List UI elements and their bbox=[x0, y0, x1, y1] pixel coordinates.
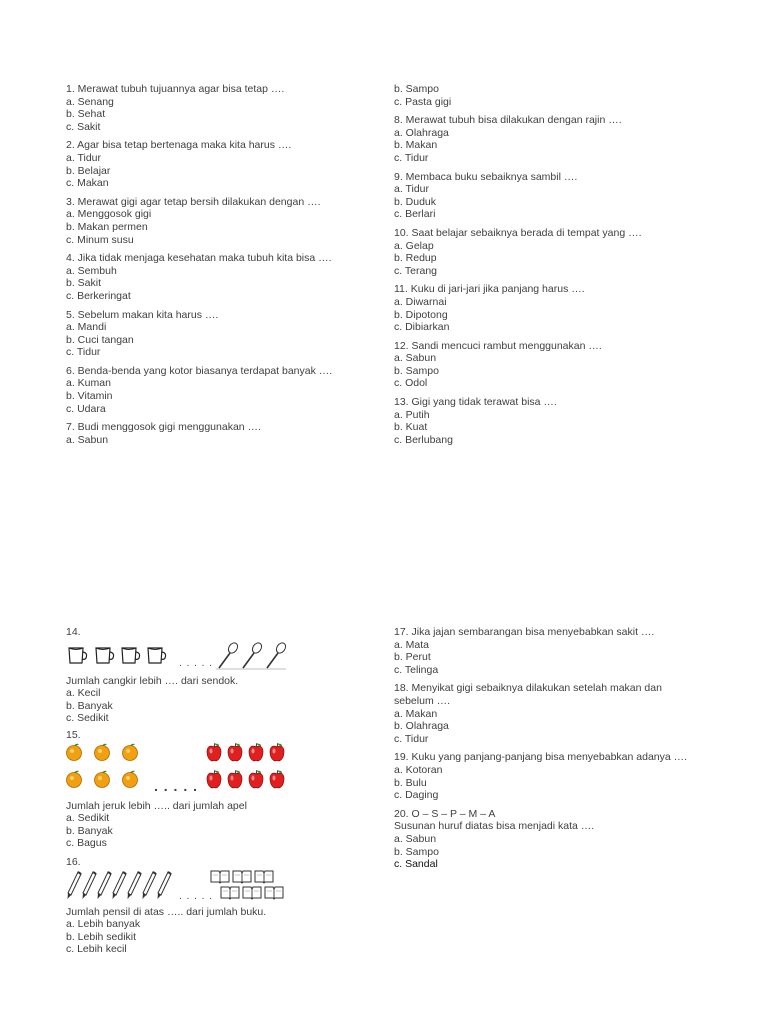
option-a: a. Olahraga bbox=[394, 126, 449, 139]
option-c: c. Telinga bbox=[394, 663, 439, 676]
option-a: a. Kotoran bbox=[394, 763, 443, 776]
option-b: b. Makan permen bbox=[66, 220, 148, 233]
cup-spoon-figure bbox=[66, 641, 386, 671]
option-a: a. Diwarnai bbox=[394, 295, 447, 308]
option-b: b. Banyak bbox=[66, 699, 113, 712]
option-a: a. Sabun bbox=[66, 433, 109, 446]
question-7 bbox=[66, 421, 376, 446]
option-a: a. Gelap bbox=[394, 239, 434, 252]
question-stem: 4. Jika tidak menjaga kesehatan maka tubuh kita bisa …. bbox=[66, 252, 332, 265]
apple-icon bbox=[249, 770, 263, 788]
question-number: 15. bbox=[66, 728, 81, 741]
orange-icon bbox=[67, 743, 82, 760]
option-a: a. Kuman bbox=[66, 377, 111, 390]
question-4 bbox=[66, 252, 376, 302]
book-icon bbox=[211, 871, 229, 883]
option-b: b. Makan bbox=[394, 139, 438, 152]
option-a: a. Putih bbox=[394, 408, 430, 421]
question-stem: 5. Sebelum makan kita harus …. bbox=[66, 308, 219, 321]
question-15-body bbox=[66, 800, 386, 850]
question-stem: 10. Saat belajar sebaiknya berada di tempat yang …. bbox=[394, 226, 642, 239]
option-c: c. Udara bbox=[66, 402, 106, 415]
section1-right-column bbox=[394, 83, 724, 452]
spoon-icon bbox=[267, 641, 287, 668]
option-c: c. Sedikit bbox=[66, 712, 109, 725]
spoon-icon bbox=[243, 641, 263, 668]
option-c: c. Lebih kecil bbox=[66, 943, 127, 956]
option-c: c. Makan bbox=[66, 177, 109, 190]
option-b: b. Sampo bbox=[394, 83, 439, 95]
pencil-icon bbox=[98, 872, 112, 899]
apple-icon bbox=[270, 770, 284, 788]
question-13 bbox=[394, 396, 724, 446]
option-c: c. Dibiarkan bbox=[394, 321, 450, 334]
option-c: c. Berkeringat bbox=[66, 289, 131, 302]
option-b: b. Duduk bbox=[394, 195, 437, 208]
option-c: c. Terang bbox=[394, 264, 437, 277]
question-stem: Jumlah cangkir lebih …. dari sendok. bbox=[66, 674, 239, 687]
option-a: a. Makan bbox=[394, 707, 438, 720]
option-b: b. Dipotong bbox=[394, 308, 448, 321]
cup-icon bbox=[96, 648, 114, 663]
question-6 bbox=[66, 365, 376, 415]
question-stem: Jumlah pensil di atas ….. dari jumlah buku. bbox=[66, 905, 267, 918]
question-stem: 8. Merawat tubuh bisa dilakukan dengan rajin …. bbox=[394, 114, 622, 127]
book-icon bbox=[243, 887, 261, 899]
orange-icon bbox=[123, 770, 138, 787]
pencil-icon bbox=[68, 872, 82, 899]
apple-icon bbox=[207, 743, 221, 761]
option-a: a. Lebih banyak bbox=[66, 918, 141, 931]
question-stem: 18. Menyikat gigi sebaiknya dilakukan setelah makan dan sebelum …. bbox=[394, 682, 662, 707]
question-14 bbox=[66, 626, 386, 639]
question-stem-2: Susunan huruf diatas bisa menjadi kata …. bbox=[394, 820, 595, 833]
question-number: 14. bbox=[66, 626, 81, 638]
option-b: b. Perut bbox=[394, 651, 431, 664]
question-stem: 9. Membaca buku sebaiknya sambil …. bbox=[394, 170, 578, 183]
option-b: b. Belajar bbox=[66, 164, 111, 177]
option-c: c. Berlari bbox=[394, 208, 436, 221]
orange-icon bbox=[123, 743, 138, 760]
question-stem: 12. Sandi mencuci rambut menggunakan …. bbox=[394, 339, 602, 352]
book-icon bbox=[265, 887, 283, 899]
question-stem: Jumlah jeruk lebih ….. dari jumlah apel bbox=[66, 799, 247, 812]
question-stem: 20. O – S – P – M – A bbox=[394, 807, 496, 820]
option-c: c. Minum susu bbox=[66, 233, 134, 246]
question-16 bbox=[66, 856, 386, 869]
question-3 bbox=[66, 196, 376, 246]
section1-left-column bbox=[66, 83, 376, 452]
option-b: b. Cuci tangan bbox=[66, 333, 134, 346]
question-16-body bbox=[66, 906, 386, 956]
question-2 bbox=[66, 139, 376, 189]
cup-icon bbox=[122, 648, 140, 663]
option-c: c. Berlubang bbox=[394, 433, 453, 446]
option-b: b. Vitamin bbox=[66, 390, 113, 403]
option-b: b. Bulu bbox=[394, 776, 427, 789]
question-15 bbox=[66, 729, 386, 742]
book-icon bbox=[255, 871, 273, 883]
blank-dots: . . . . . bbox=[179, 657, 214, 669]
question-17 bbox=[394, 626, 704, 676]
option-c: c. Tidur bbox=[66, 346, 101, 359]
pencil-icon bbox=[83, 872, 97, 899]
option-c: c. Tidur bbox=[394, 151, 429, 164]
option-b: b. Sehat bbox=[66, 108, 106, 121]
apple-icon bbox=[270, 743, 284, 761]
question-5 bbox=[66, 309, 376, 359]
question-8 bbox=[394, 114, 724, 164]
option-a: a. Kecil bbox=[66, 687, 101, 700]
question-19 bbox=[394, 751, 704, 801]
question-number: 16. bbox=[66, 855, 81, 868]
question-10 bbox=[394, 227, 724, 277]
question-stem: 6. Benda-benda yang kotor biasanya terdapat banyak …. bbox=[66, 364, 333, 377]
question-stem: 19. Kuku yang panjang-panjang bisa menyebabkan adanya …. bbox=[394, 751, 688, 764]
option-c: c. Sakit bbox=[66, 120, 101, 133]
option-b: b. Lebih sedikit bbox=[66, 930, 137, 943]
question-11 bbox=[394, 283, 724, 333]
question-20 bbox=[394, 808, 704, 871]
option-c: c. Bagus bbox=[66, 837, 107, 850]
pencil-icon bbox=[143, 872, 157, 899]
option-c: c. Sandal bbox=[394, 858, 438, 871]
question-stem: 7. Budi menggosok gigi menggunakan …. bbox=[66, 421, 261, 434]
question-stem: 11. Kuku di jari-jari jika panjang harus …. bbox=[394, 283, 585, 296]
section2-left-column bbox=[66, 626, 386, 962]
question-9 bbox=[394, 171, 724, 221]
option-a: a. Tidur bbox=[394, 183, 430, 196]
option-a: a. Sabun bbox=[394, 352, 437, 365]
option-c: c. Tidur bbox=[394, 732, 429, 745]
question-18 bbox=[394, 682, 704, 745]
option-c: c. Odol bbox=[394, 377, 428, 390]
option-a: a. Mandi bbox=[66, 321, 107, 334]
cup-icon bbox=[148, 648, 166, 663]
apple-icon bbox=[207, 770, 221, 788]
question-stem: 3. Merawat gigi agar tetap bersih dilakukan dengan …. bbox=[66, 195, 321, 208]
spoon-icon bbox=[219, 641, 239, 668]
pencil-icon bbox=[113, 872, 127, 899]
option-b: b. Sampo bbox=[394, 845, 439, 858]
option-b: b. Redup bbox=[394, 252, 437, 265]
option-b: b. Olahraga bbox=[394, 720, 449, 733]
option-c: c. Pasta gigi bbox=[394, 95, 452, 108]
question-1 bbox=[66, 83, 376, 133]
option-a: a. Tidur bbox=[66, 151, 102, 164]
question-12 bbox=[394, 340, 724, 390]
cup-icon bbox=[69, 648, 87, 663]
option-a: a. Sedikit bbox=[66, 812, 110, 825]
orange-icon bbox=[67, 770, 82, 787]
option-a: a. Senang bbox=[66, 95, 114, 108]
orange-apple-figure bbox=[66, 742, 386, 794]
pencil-book-figure bbox=[66, 869, 386, 903]
apple-icon bbox=[228, 770, 242, 788]
question-7-continuation bbox=[394, 83, 724, 108]
option-a: a. Menggosok gigi bbox=[66, 208, 152, 221]
blank-dots: . . . . . bbox=[154, 777, 199, 794]
orange-icon bbox=[95, 770, 110, 787]
apple-icon bbox=[228, 743, 242, 761]
pencil-icon bbox=[158, 872, 172, 899]
book-icon bbox=[221, 887, 239, 899]
option-a: a. Mata bbox=[394, 638, 430, 651]
option-b: b. Sakit bbox=[66, 277, 102, 290]
book-icon bbox=[233, 871, 251, 883]
section2-right-column bbox=[394, 626, 704, 877]
option-b: b. Sampo bbox=[394, 364, 439, 377]
blank-dots: . . . . . bbox=[179, 890, 214, 902]
question-14-body bbox=[66, 675, 386, 725]
option-b: b. Banyak bbox=[66, 824, 113, 837]
apple-icon bbox=[249, 743, 263, 761]
orange-icon bbox=[95, 743, 110, 760]
question-stem: 1. Merawat tubuh tujuannya agar bisa tetap …. bbox=[66, 83, 285, 95]
option-a: a. Sabun bbox=[394, 832, 437, 845]
option-a: a. Sembuh bbox=[66, 264, 117, 277]
question-stem: 2. Agar bisa tetap bertenaga maka kita harus …. bbox=[66, 139, 292, 152]
question-stem: 13. Gigi yang tidak terawat bisa …. bbox=[394, 396, 557, 409]
option-b: b. Kuat bbox=[394, 421, 428, 434]
pencil-icon bbox=[128, 872, 142, 899]
option-c: c. Daging bbox=[394, 789, 439, 802]
question-stem: 17. Jika jajan sembarangan bisa menyebabkan sakit …. bbox=[394, 626, 655, 638]
